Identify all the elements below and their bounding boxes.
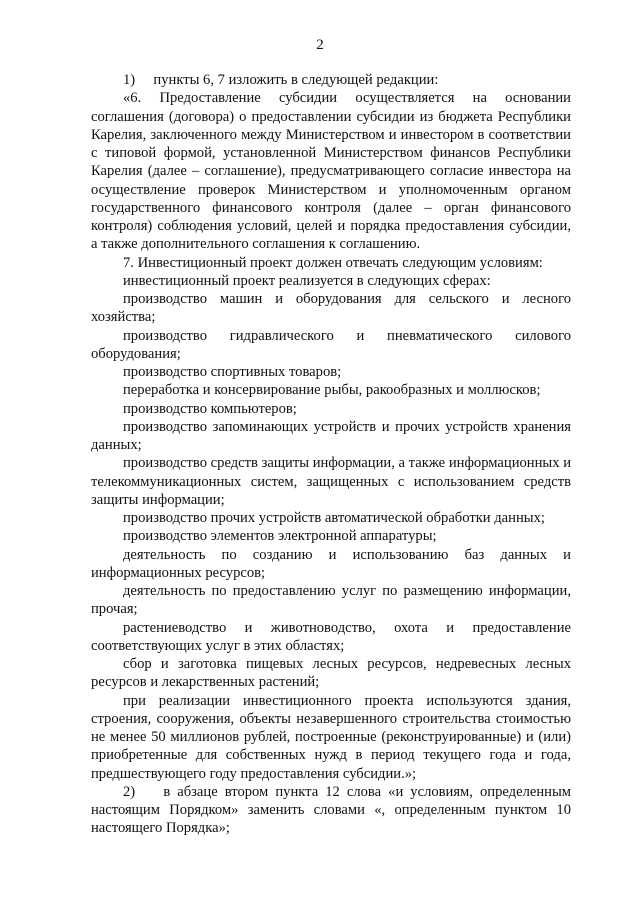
paragraph-clause-7: 7. Инвестиционный проект должен отвечать следующим условиям: — [123, 254, 543, 271]
list-item-sphere: производство средств защиты информации, а также информационных и телекоммуникационных систем, защищенных с использованием средств защиты информации; — [91, 455, 571, 508]
list-item-sphere: производство гидравлического и пневматического силового оборудования; — [91, 327, 571, 362]
list-item-sphere: деятельность по предоставлению услуг по размещению информации, прочая; — [91, 583, 571, 618]
paragraph-buildings-condition: при реализации инвестиционного проекта используются здания, строения, сооружения, объекты незавершенного строительства стоимостью не менее 50 миллионов рублей, построенные (реконструированные) и (или) приобретенные для собственных нужд в период текущего года и года, предшествующего году предоставления субсидии.»; — [91, 692, 571, 782]
list-item-sphere: производство машин и оборудования для сельского и лесного хозяйства; — [91, 291, 571, 326]
list-item-sphere: деятельность по созданию и использованию баз данных и информационных ресурсов; — [91, 546, 571, 581]
document-body — [91, 71, 571, 838]
list-item-sphere: производство элементов электронной аппаратуры; — [123, 528, 437, 545]
page-number: 2 — [316, 37, 324, 53]
list-item-sphere: растениеводство и животноводство, охота и предоставление соответствующих услуг в этих областях; — [91, 619, 571, 654]
paragraph-item-1: 1) пункты 6, 7 изложить в следующей редакции: — [123, 72, 439, 88]
list-item-sphere: производство запоминающих устройств и прочих устройств хранения данных; — [91, 418, 571, 453]
list-item-sphere: переработка и консервирование рыбы, ракообразных и моллюсков; — [123, 382, 541, 399]
list-item-sphere: производство прочих устройств автоматической обработки данных; — [123, 510, 545, 526]
list-item-sphere: производство спортивных товаров; — [123, 364, 342, 380]
paragraph-spheres-intro: инвестиционный проект реализуется в следующих сферах: — [123, 272, 491, 289]
list-item-sphere: производство компьютеров; — [123, 400, 297, 417]
list-item-sphere: сбор и заготовка пищевых лесных ресурсов, недревесных лесных ресурсов и лекарственных растений; — [91, 656, 571, 691]
paragraph-item-2: 2) в абзаце втором пункта 12 слова «и условиям, определенным настоящим Порядком» заменить словами «, определенным пунктом 10 настоящего Порядка»; — [91, 783, 571, 837]
paragraph-clause-6: «6. Предоставление субсидии осуществляется на основании соглашения (договора) о предоставлении субсидии из бюджета Республики Карелия, заключенного между Министерством и инвестором в соответствии с типовой формой, установленной Министерством финансов Республики Карелия (далее – соглашение), предусматривающего согласие инвестора на осуществление проверок Министерством и уполномоченным органом государственного финансового контроля (далее – орган финансового контроля) соблюдения условий, целей и порядка предоставления субсидии, а также дополнительного соглашения к соглашению. — [91, 90, 571, 253]
